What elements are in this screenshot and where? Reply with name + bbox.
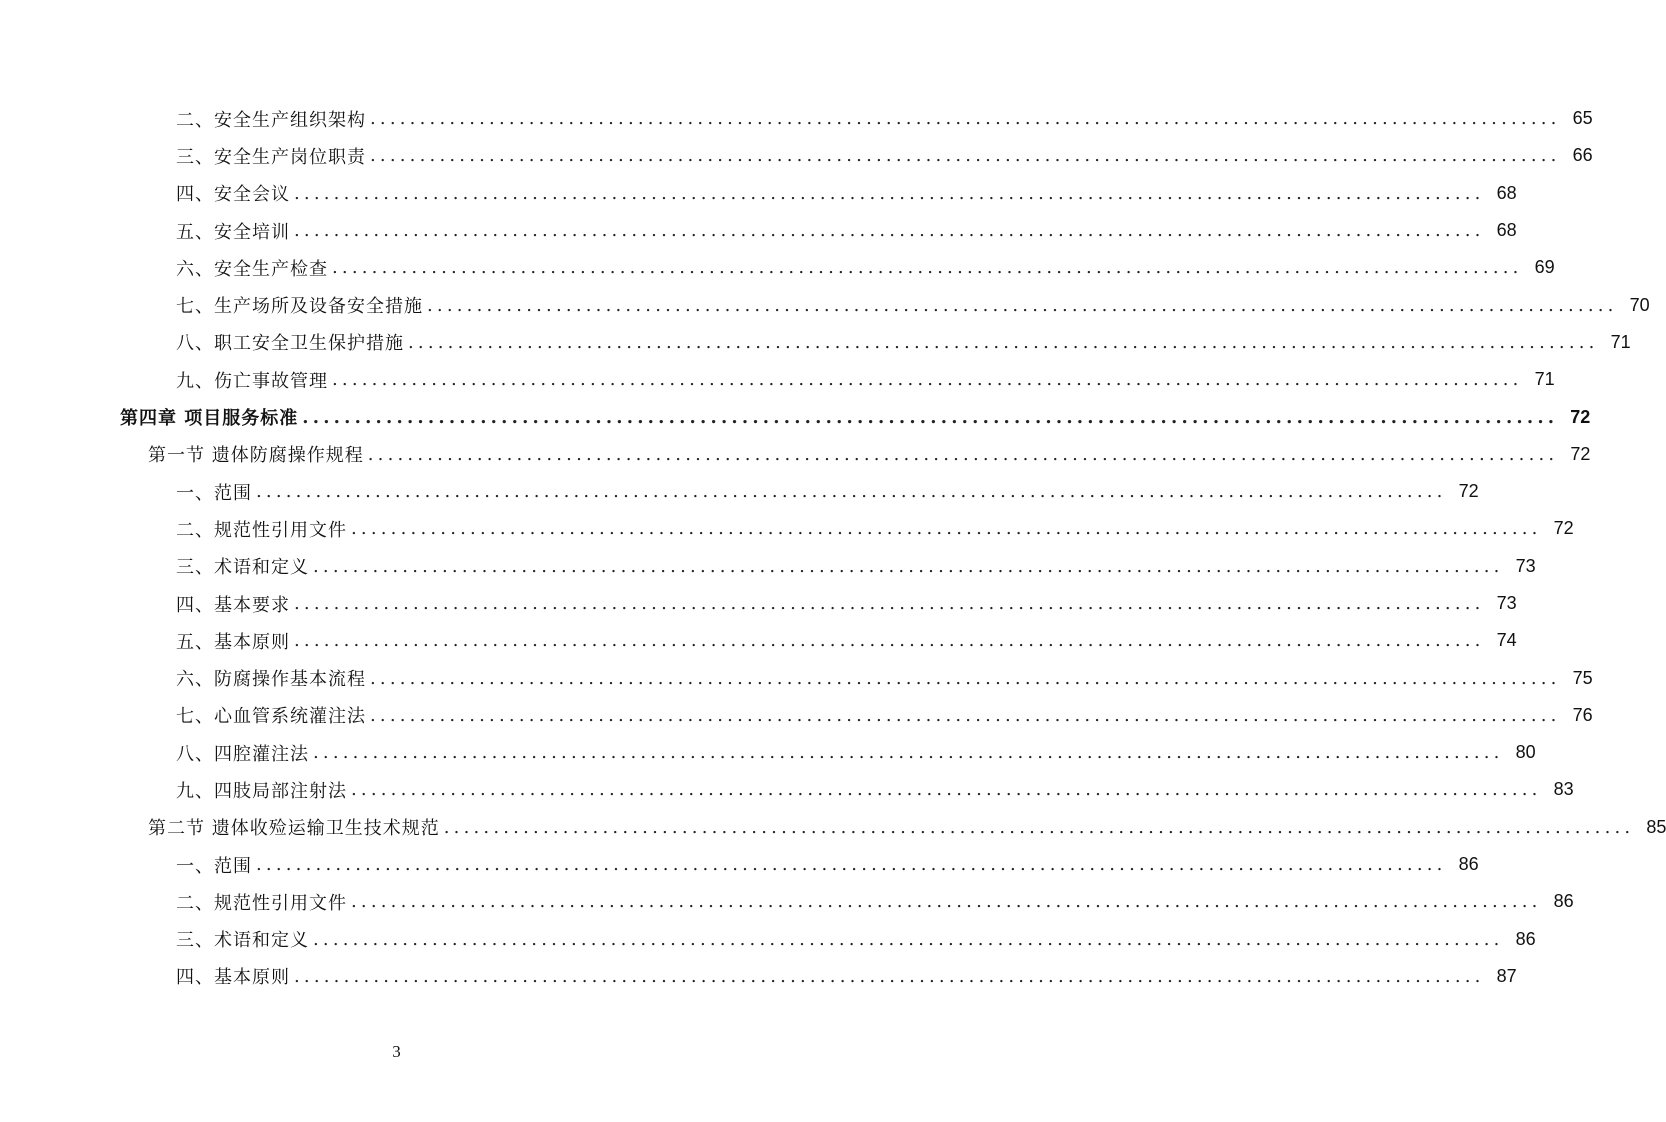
toc-entry-title: 八、职工安全卫生保护措施 <box>176 329 408 355</box>
dot-leader: ........................................................................................................................ <box>294 593 1485 614</box>
toc-entry-title: 七、生产场所及设备安全措施 <box>176 292 427 318</box>
dot-leader: ........................................................................................................................ <box>370 108 1561 130</box>
dot-leader: ........................................................................................................................ <box>332 369 1523 391</box>
toc-item-row[interactable] <box>0 958 1517 995</box>
toc-entry-title: 第二节 遗体收殓运输卫生技术规范 <box>148 814 444 840</box>
toc-entry-page: 73 <box>1515 555 1536 576</box>
toc-entry-page: 73 <box>1496 593 1517 613</box>
toc-entry-page: 74 <box>1496 630 1517 651</box>
toc-entry-title: 一、范围 <box>176 852 256 878</box>
toc-item-row[interactable] <box>0 548 1536 585</box>
toc-item-row[interactable] <box>0 137 1593 174</box>
toc-entry-title: 二、安全生产组织架构 <box>176 106 370 132</box>
toc-entry-page: 75 <box>1572 667 1593 688</box>
toc-item-row[interactable] <box>0 212 1517 249</box>
dot-leader: ........................................................................................................................ <box>332 257 1523 279</box>
toc-entry-title: 三、安全生产岗位职责 <box>176 143 370 169</box>
toc-item-row[interactable] <box>0 286 1650 323</box>
dot-leader: ........................................................................................................................ <box>443 816 1635 838</box>
toc-item-row[interactable] <box>0 100 1593 137</box>
toc-entry-page: 87 <box>1496 965 1517 986</box>
toc-entry-title: 五、安全培训 <box>176 218 294 244</box>
dot-leader: ........................................................................................................................ <box>370 145 1561 167</box>
dot-leader: ........................................................................................................................ <box>408 331 1599 353</box>
dot-leader: ........................................................................................................................ <box>294 630 1485 652</box>
toc-item-row[interactable] <box>0 697 1593 734</box>
toc-item-row[interactable] <box>0 585 1517 622</box>
toc-entry-page: 72 <box>1570 443 1591 464</box>
toc-entry-page: 80 <box>1515 742 1536 763</box>
toc-item-row[interactable] <box>0 921 1536 958</box>
toc-item-row[interactable] <box>0 473 1479 510</box>
toc-entry-page: 85 <box>1646 816 1666 837</box>
dot-leader: ........................................................................................................................ <box>294 965 1485 987</box>
dot-leader: ........................................................................................................................ <box>351 518 1542 540</box>
toc-item-row[interactable] <box>0 622 1517 659</box>
toc-entry-title: 五、基本原则 <box>176 628 294 654</box>
toc-entry-title: 第四章 项目服务标准 <box>120 404 302 430</box>
toc-entry-page: 71 <box>1534 369 1555 390</box>
toc-item-row[interactable] <box>0 846 1479 883</box>
toc-entry-title: 一、范围 <box>176 479 256 505</box>
toc-entry-page: 68 <box>1496 220 1517 241</box>
toc-entry-title: 二、规范性引用文件 <box>176 889 351 915</box>
toc-entry-title: 七、心血管系统灌注法 <box>176 702 370 728</box>
toc-entry-page: 72 <box>1458 481 1479 502</box>
toc-entry-title: 四、安全会议 <box>176 180 294 206</box>
toc-entry-title: 六、安全生产检查 <box>176 255 332 281</box>
toc-entry-page: 76 <box>1572 704 1593 725</box>
dot-leader: ........................................................................................................................ <box>367 443 1559 465</box>
toc-item-row[interactable] <box>0 734 1536 771</box>
toc-chapter-row[interactable] <box>0 398 1591 435</box>
toc-section-row[interactable] <box>0 436 1591 473</box>
toc-section-row[interactable] <box>0 809 1666 846</box>
dot-leader: ........................................................................................................................ <box>302 406 1559 428</box>
toc-entry-title: 四、基本要求 <box>176 591 294 617</box>
toc-entry-page: 70 <box>1629 294 1650 315</box>
toc-entry-title: 二、规范性引用文件 <box>176 516 351 542</box>
toc-entry-page: 83 <box>1553 779 1574 800</box>
toc-item-row[interactable] <box>0 883 1574 920</box>
dot-leader: ........................................................................................................................ <box>351 891 1542 913</box>
dot-leader: ........................................................................................................................ <box>313 928 1504 950</box>
toc-item-row[interactable] <box>0 175 1517 212</box>
toc-entry-page: 72 <box>1553 518 1574 539</box>
dot-leader: ........................................................................................................................ <box>370 704 1561 726</box>
toc-entry-title: 八、四腔灌注法 <box>176 740 313 766</box>
dot-leader: ........................................................................................................................ <box>256 854 1447 876</box>
toc-entry-title: 三、术语和定义 <box>176 553 313 579</box>
toc-item-row[interactable] <box>0 249 1555 286</box>
dot-leader: ........................................................................................................................ <box>256 481 1447 503</box>
toc-item-row[interactable] <box>0 324 1631 361</box>
dot-leader: ........................................................................................................................ <box>351 779 1542 801</box>
toc-entry-page: 72 <box>1570 406 1591 427</box>
toc-entry-page: 71 <box>1610 331 1631 352</box>
toc-entry-title: 四、基本原则 <box>176 963 294 989</box>
page-number: 3 <box>392 1042 401 1061</box>
dot-leader: ........................................................................................................................ <box>313 555 1504 577</box>
dot-leader: ........................................................................................................................ <box>313 742 1504 764</box>
toc-entry-page: 86 <box>1458 854 1479 875</box>
toc-entry-title: 三、术语和定义 <box>176 926 313 952</box>
toc-item-row[interactable] <box>0 771 1574 808</box>
toc-item-row[interactable] <box>0 659 1593 696</box>
toc-entry-page: 66 <box>1572 145 1593 166</box>
dot-leader: ........................................................................................................................ <box>370 667 1561 689</box>
toc-entry-title: 六、防腐操作基本流程 <box>176 665 370 691</box>
toc-entry-page: 86 <box>1515 928 1536 949</box>
toc-item-row[interactable] <box>0 510 1574 547</box>
dot-leader: ........................................................................................................................ <box>427 294 1618 316</box>
toc-entry-title: 第一节 遗体防腐操作规程 <box>148 441 368 467</box>
toc-item-row[interactable] <box>0 361 1555 398</box>
toc-entry-title: 九、伤亡事故管理 <box>176 367 332 393</box>
toc-entry-page: 65 <box>1572 108 1593 129</box>
dot-leader: ........................................................................................................................ <box>294 220 1485 242</box>
table-of-contents <box>0 100 1666 995</box>
dot-leader: ........................................................................................................................ <box>294 182 1485 204</box>
toc-entry-page: 86 <box>1553 891 1574 912</box>
toc-entry-page: 69 <box>1534 257 1555 278</box>
toc-entry-page: 68 <box>1496 182 1517 203</box>
toc-entry-title: 九、四肢局部注射法 <box>176 777 351 803</box>
